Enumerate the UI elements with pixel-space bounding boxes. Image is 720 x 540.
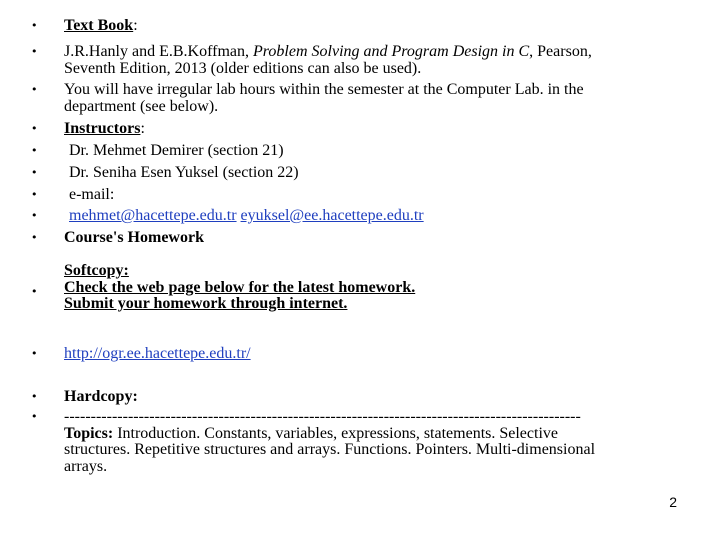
- lab-hours-line-1: You will have irregular lab hours within the semester at the Computer Lab. in the: [64, 81, 584, 98]
- bullet: •: [31, 144, 38, 157]
- bullet: •: [31, 188, 38, 201]
- homework-title: Course's Homework: [64, 229, 204, 246]
- textbook-publisher: , Pearson,: [529, 43, 592, 60]
- textbook-label: Text Book: [64, 17, 134, 34]
- textbook-authors: J.R.Hanly and E.B.Koffman,: [64, 43, 254, 60]
- bullet: •: [31, 166, 38, 179]
- bullet: •: [31, 45, 38, 58]
- instructor-2: Dr. Seniha Esen Yuksel (section 22): [69, 164, 299, 181]
- email-label: e-mail:: [69, 186, 115, 203]
- bullet: •: [31, 390, 38, 403]
- softcopy-line-1: Check the web page below for the latest homework.: [64, 278, 416, 296]
- separator-line: -------------------------------------------------------------------------------------------------: [64, 409, 581, 425]
- softcopy-label: Softcopy:: [64, 262, 129, 279]
- topics-line-2: structures. Repetitive structures and arrays. Functions. Pointers. Multi-dimensional: [64, 441, 596, 458]
- softcopy-line-2: Submit your homework through internet.: [64, 295, 348, 312]
- website-link[interactable]: http://ogr.ee.hacettepe.edu.tr/: [64, 345, 251, 362]
- bullet: •: [31, 347, 38, 360]
- lab-hours-line-2: department (see below).: [64, 97, 219, 115]
- instructors-colon: :: [140, 120, 145, 137]
- bullet: •: [31, 83, 38, 96]
- bullet: •: [31, 19, 38, 32]
- email-link-1[interactable]: mehmet@hacettepe.edu.tr: [69, 207, 237, 224]
- bullet: •: [31, 231, 38, 244]
- textbook-title: Problem Solving and Program Design in C: [253, 43, 530, 60]
- hardcopy-label: Hardcopy:: [64, 388, 138, 405]
- email-link-2[interactable]: eyuksel@ee.hacettepe.edu.tr: [240, 207, 424, 224]
- instructors-label: Instructors: [64, 120, 141, 137]
- topics-label: Topics:: [64, 424, 114, 442]
- textbook-edition: Seventh Edition, 2013 (older editions can also be used).: [64, 59, 422, 77]
- bullet: •: [31, 209, 38, 222]
- bullet: •: [31, 285, 38, 298]
- bullet: •: [31, 122, 38, 135]
- page-number: 2: [669, 494, 677, 510]
- instructor-1: Dr. Mehmet Demirer (section 21): [69, 142, 284, 159]
- topics-line-3: arrays.: [64, 457, 108, 475]
- bullet: •: [31, 410, 38, 423]
- topics-line-1: Introduction. Constants, variables, expressions, statements. Selective: [113, 424, 558, 442]
- textbook-colon: :: [133, 17, 138, 34]
